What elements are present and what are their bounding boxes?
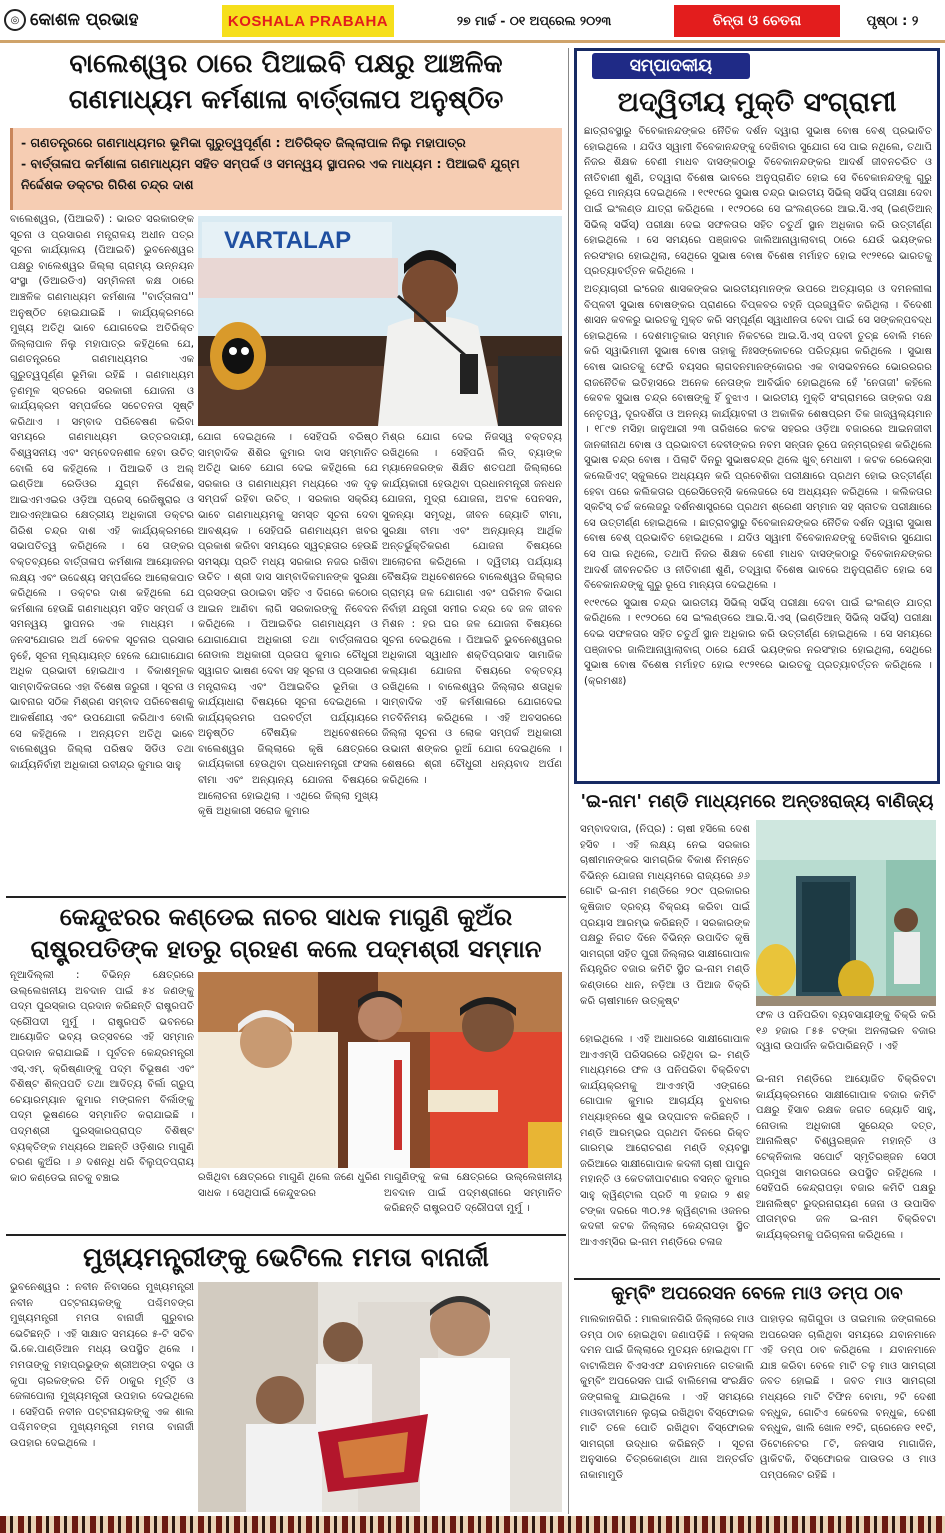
- headline-line: ରାଷ୍ଟ୍ରପତିଙ୍କ ହାତରୁ ଗ୍ରହଣ କଲେ ପଦ୍ମଶ୍ରୀ ସମ୍ମାନ: [30, 934, 542, 963]
- newspaper-logo[interactable]: [4, 4, 218, 36]
- event-photo: [198, 216, 562, 426]
- editorial-tag[interactable]: ସମ୍ପାଦକୀୟ: [592, 53, 750, 79]
- editorial-paragraph: ୧୯୧୯ରେ ସୁଭାଷ ଚନ୍ଦ୍ର ଭାରତୀୟ ସିଭିଲ୍ ସର୍ଭିସ୍ ପରୀକ୍ଷା ଦେବା ପାଇଁ ଇଂଲଣ୍ଡ ଯାତ୍ରା କରିଥିଲେ । ୧୯୨୦ରେ ସେ ଇଂଲଣ୍ଡରେ ଆଇ.ସି.ଏସ୍ (ଇଣ୍ଡିଆନ୍ ସିଭିଲ୍ ସର୍ଭିସ୍) ପରୀକ୍ଷା ଦେଇ ସଫଳତାର ସହିତ ଚତୁର୍ଥ ସ୍ଥାନ ଅଧିକାର କରି ଉତ୍ତୀର୍ଣ୍ଣ ହୋଇଥିଲେ । ସେ ସମୟରେ ପଞ୍ଜାବର ଜାଲିଆନାୱାଲାବାଗ୍ ଠାରେ ଯେଉଁ ଭୟଙ୍କର ନରସଂହାର ହୋଇଥିଲା, ସେଥିରେ ସୁଭାଷ ବୋଷ ବିଶେଷ ମର୍ମାହତ ହୋଇ ୧୯୨୧ରେ ଭାରତକୁ ପ୍ରତ୍ୟାବର୍ତ୍ତନ କରିଥିଲେ । (କ୍ରମଶଃ): [584, 597, 932, 687]
- story-headline[interactable]: [6, 50, 566, 116]
- article-column: ସମ୍ବାଦଦାତା, (ନିପ୍ର) : ଚାଷୀ ହସିଲେ ଦେଶ ହସିବ । ଏହି ଲକ୍ଷ୍ୟ ନେଇ ସରକାର ଚାଷୀମାନଙ୍କର ସାମଗ୍ରିକ ବିକାଶ ନିମନ୍ତେ ବିଭିନ୍ନ ଯୋଜନା ମାଧ୍ୟମରେ ରାଜ୍ୟରେ ୬୬ ଗୋଟି ଇ-ନାମ ମଣ୍ଡିରେ ୨୦୯ ପ୍ରକାରର କୃଷିଜାତ ଦ୍ରବ୍ୟ ବିକ୍ରୟ କରିବା ପାଇଁ ପ୍ରୟାସ ଆରମ୍ଭ କରିଛନ୍ତି । ସରକାରଙ୍କ ପକ୍ଷରୁ ନିଗତ ଦିନେ ବିଭିନ୍ନ ଉପାଦିତ କୃଷି ସାମଗ୍ରୀ ସହିତ ପୁରୀ ଜିଲ୍ଲାର ସାକ୍ଷୀଗୋପାଳ ନିୟନ୍ତ୍ରିତ ବଜାର କମିଟି ସ୍ଥିତ ଇ-ନାମ ମଣ୍ଡି କଣ୍ଡାରେ ଧାନ, ନଡ଼ିଆ ଓ ପିଆଜ ବିକ୍ରି କରି ଚାଷୀମାନେ ଉତ୍କୃଷ୍ଟ: [580, 824, 750, 1007]
- article-column: ଫଳ ଓ ପନିପରିବା ବ୍ୟବସାୟୀଙ୍କୁ ବିକ୍ରି କରି ୧୬ ହଜାର ୮୫୫ ଟଙ୍କା ଅନଲାଇନ ବଜାର ଦ୍ୱାରା ଉପାର୍ଜନ କରିପାରିଛନ୍ତି । ଏହି: [756, 1010, 936, 1053]
- column-divider: [568, 48, 569, 1514]
- article-column: ବାଲେଶ୍ୱର, (ପିଆଇବି) : ଭାରତ ସରକାରଙ୍କ ସୂଚନା ଓ ପ୍ରସାରଣ ମନ୍ତ୍ରାଳୟ ଅଧୀନ ପତ୍ର ସୂଚନା କାର୍ଯ୍ୟାଳୟ (ପିଆଇବି) ଭୁବନେଶ୍ୱର ପକ୍ଷରୁ ବାଲେଶ୍ୱର ଜିଲ୍ଲା ଗ୍ରାମ୍ୟ ଉନ୍ନୟନ ସଂସ୍ଥା (ଡିଆରଡିଏ) ସମ୍ମିଳନୀ କକ୍ଷ ଠାରେ ଆଞ୍ଚଳିକ ଗଣମାଧ୍ୟମ କର୍ମଶାଳା ''ବାର୍ତ୍ତାଳାପ'' ଅନୁଷ୍ଠିତ ହୋଇଯାଇଛି । କାର୍ଯ୍ୟକ୍ରମରେ ମୁଖ୍ୟ ଅତିଥି ଭାବେ ଯୋଗଦେଇ ଅତିରିକ୍ତ ଜିଲ୍ଲାପାଳ ନିଲୁ ମହାପାତ୍ର କହିଥିଲେ ଯେ, ଗଣତନ୍ତ୍ରରେ ଗଣମାଧ୍ୟମର ଏକ ଗୁରୁତ୍ୱପୂର୍ଣ୍ଣ ଭୂମିକା ରହିଛି । ଗଣମାଧ୍ୟମ ତୃଣମୂଳ ସ୍ତରରେ ସରକାରୀ ଯୋଜନା ଓ କାର୍ଯ୍ୟକ୍ରମ ସମ୍ପର୍କରେ ସଚେତନତା ସୃଷ୍ଟି କରିଥାଏ । ସମ୍ବାଦ ପରିବେଷଣ କରିବା ସମୟରେ ଗଣମାଧ୍ୟମ ଉତ୍ତରଦାୟୀ, ବିଶ୍ୱସନୀୟ ଏବଂ ସମ୍ବେଦନଶୀଳ ହେବା ଉଚିତ୍ ବୋଲି ସେ କହିଥିଲେ । ପିଆଇବି ଓ ଅଲ୍ ଇଣ୍ଡିଆ ରେଡିଓର ଯୁଗ୍ମ ନିର୍ଦ୍ଦେଶକ, ଆଇଏମଏଇର ଓଡ଼ିଆ ପ୍ରେସ୍ ରେଜିଷ୍ଟ୍ରାର ଓ ଆରଏନ୍‌ଆଇର କ୍ଷେତ୍ରୀୟ ଅଧିକାରୀ ଡକ୍ଟର ଗିରିଶ ଚନ୍ଦ୍ର ଦାଶ ଏହି କାର୍ଯ୍ୟକ୍ରମରେ ସଭାପତିତ୍ୱ କରିଥିଲେ । ସେ ତାଙ୍କର ବକ୍ତବ୍ୟରେ ବାର୍ତ୍ତାଳାପ କର୍ମଶାଳା ଆୟୋଜନର ଲକ୍ଷ୍ୟ ଏବଂ ଉଦ୍ଦେଶ୍ୟ ସମ୍ପର୍କରେ ଆଲୋକପାତ କରିଥିଲେ । ଡକ୍ଟର ଦାଶ କହିଥିଲେ ଯେ କର୍ମଶାଳା ହେଉଛି ଗଣମାଧ୍ୟମ ସହିତ ସମ୍ପର୍କ ଓ ସମନ୍ୱୟ ସ୍ଥାପନର ଏକ ମାଧ୍ୟମ । ଜନସଂଯୋଗର ଅର୍ଥ କେବଳ ସୂଚନାର ପ୍ରସାର ନୁହେଁ, ସୂଚନା ମୂଲ୍ୟାୟନ୍ତ ହେଲେ ଯୋଗାଯୋଗ ଅଧିକ ପ୍ରଭାବୀ ହୋଇଥାଏ । ବିକାଶମୂଳକ ସାମ୍ବାଦିକତାରେ ଏହା ବିଶେଷ ଜରୁରୀ । ସୂଚନା ଓ ଭାବନାର ସଠିକ ମିଶ୍ରଣ ସମ୍ବାଦ ପରିବେଷଣକୁ ଆକର୍ଷଣୀୟ ଏବଂ ଉପଯୋଗୀ କରିଥାଏ ବୋଲି ସେ କହିଥିଲେ । ଅନ୍ୟତମ ଅତିଥି ଭାବେ ବାଲେଶ୍ୱର ଜିଲ୍ଲା ପରିଷଦ ସିଡିଓ ତଥା କାର୍ଯ୍ୟନିର୍ବାହୀ ଅଧିକାରୀ ରବୀନ୍ଦ୍ର କୁମାର ସାହୁ: [10, 214, 194, 771]
- meeting-photo: [198, 1282, 562, 1512]
- headline-line: କେନ୍ଦୁଝରର କଣ୍ଡେଇ ନାଚର ସାଧକ ମାଗୁଣି କୁଅଁର: [59, 903, 513, 931]
- editorial-paragraph: ଅତ୍ୟାଚାରୀ ଇଂରେଜ ଶାସକଙ୍କର ଭାରତୀୟମାନଙ୍କ ଉପରେ ଅତ୍ୟାଚାର ଓ ଦମନଲୀଳା ବିପ୍ଳବୀ ସୁଭାଷ ବୋଷଙ୍କର ପ୍ରାଣରେ ବିପ୍ଳବର ବହ୍ନି ପ୍ରଜ୍ୱଳିତ କରିଥିଲା । ବିଦେଶୀ ଶାସନ କବଳରୁ ଭାରତକୁ ମୁକ୍ତ କରି ସମ୍ପୂର୍ଣ୍ଣ ସ୍ୱାଧୀନତା ଦେବା ପାଇଁ ସେ ସଙ୍କଳ୍ପବଦ୍ଧ ହୋଇଥିଲେ । ଦେଶମାତୃକାର ସମ୍ମାନ ନିକଟରେ ଆଇ.ସି.ଏସ୍ ପଦବୀ ତୁଚ୍ଛ ବୋଲି ମନେ କରି ସ୍ୱାଭିମାନୀ ସୁଭାଷ ବୋଷ ତାହାକୁ ନିଃସଙ୍କୋଚରେ ପରିତ୍ୟାଗ କରିଥିଲେ । ସୁଭାଷ ବୋଷ ଭାରତକୁ ଫେରି ବୟସର ଲାଗଦନମାନଙ୍କୋରର ଏକ ବାସଭବନରେ ଭୋରରରର ରାଜନୈତିକ ଇତିହାସରେ ଅନେକ ନେତାଙ୍କ ଆବିର୍ଭାବ ହୋଇଥିଲେ ହେଁ 'ନେତାଜୀ' କହିଲେ କେବଳ ସୁଭାଷ ଚନ୍ଦ୍ର ବୋଷଙ୍କୁ ହିଁ ବୁଝାଏ । ଭାରତୀୟ ମୁକ୍ତି ସଂଗ୍ରାମରେ ତାଙ୍କର ଦକ୍ଷ ନେତୃତ୍ୱ, ଦୂରଦର୍ଶିତା ଓ ଅନନ୍ୟ କାର୍ଯ୍ୟାବଳୀ ଓ ଅକାଳିକ ଶେଷପ୍ରମ ତିକ ଜାଜ୍ୱଲ୍ୟମାନ । ୧୮୯୭ ମସିହା ଜାନୁଆରୀ ୨୩ ତାରିଖରେ କଟକ ସହରର ଓଡ଼ିଆ ବଜାରରେ ଆଇନଜୀବୀ ଜାନକୀନାଥ ବୋଷ ଓ ପ୍ରଭାବତୀ ଦେବୀଙ୍କର ନବମ ସନ୍ତାନ ରୂପେ ଜନ୍ମଗ୍ରହଣ କରିଥିଲେ ସୁଭାଷ ଚନ୍ଦ୍ର ବୋଷ । ପିଲାଟି ଦିନରୁ ସୁଭାଷଚନ୍ଦ୍ର ଥିଲେ ଖୁବ୍ ମେଧାବୀ । କଟକ ରେଭେନ୍ସା କଲେଜିଏଟ୍ ସ୍କୁଲରେ ଅଧ୍ୟୟନ କରି ପ୍ରବେଶିକା ପରୀକ୍ଷାରେ ପ୍ରଥମ ହୋଇ ଉତ୍ତୀର୍ଣ୍ଣ ହେବା ପରେ କଲିକତାର ପ୍ରେସିଡେନ୍ସି କଲେଜରେ ସେ ଅଧ୍ୟୟନ କରିଥିଲେ । କଲିକତାର ସ୍କଟିସ୍ ଚର୍ଚ୍ଚ କଲେଜରୁ ଦର୍ଶନଶାସ୍ତ୍ରରେ ପ୍ରଥମ ଶ୍ରେଣୀ ସମ୍ମାନ ସହ ସ୍ନାତକ ପରୀକ୍ଷାରେ ସେ ଉତ୍ତୀର୍ଣ୍ଣ ହୋଇଥିଲେ । ଛାତ୍ରାବସ୍ଥାରୁ ବିବେକାନନ୍ଦଙ୍କର ନୈତିକ ଦର୍ଶନ ଦ୍ୱାରା ସୁଭାଷ ବୋଷ ବେଶ୍ ପ୍ରଭାବିତ ହୋଇଥିଲେ । ଯଦିଓ ସ୍ୱାମୀ ବିବେକାନନ୍ଦଙ୍କୁ ଦେଖିବାର ସୁଯୋଗ ସେ ପାଇ ନଥିଲେ, ତଥାପି ନିଜର ଶିକ୍ଷକ ବେଣୀ ମାଧବ ଦାସଙ୍କଠାରୁ ବିବେକାନନ୍ଦଙ୍କର ଆଦର୍ଶ ଜୀବନଚରିତ ଓ ନୀତିବାଣୀ ଶୁଣି, ତଦ୍ୱାରା ବିଶେଷ ଭାବରେ ଅନୁପ୍ରାଣିତ ହୋଇ ସେ ବିବେକାନନ୍ଦଙ୍କୁ ଗୁରୁ ରୂପେ ମାନ୍ୟତା ଦେଇଥିଲେ ।: [584, 283, 932, 592]
- article-column: ମାଲକାନଗିରି : ମାଲକାନଗିରି ଜିଲ୍ଲାରେ ମାଓ ଡମ୍ପ ଠାବ ହୋଇଥିବା ଜଣାପଡ଼ିଛି । ନକ୍ସଲ ଦମନ ପାଇଁ ଜିଲ୍ଲାରେ ମୁତୟନ ହୋଇଥିବା ୮୮ ବାଟାଲିଅନ ବିଏସଏଫ ଯବାନମାନେ ଗତକାଲି କୁମ୍ବିଂ ଅପରେସନ ପାଇଁ ବାଲିମେଳା ସଂରକ୍ଷିତ ଜଙ୍ଗଲକୁ ଯାଇଥିଲେ । ଏହି ସମୟରେ ମାଓବାଦୀମାନେ ଲୁଚାଇ ରଖିଥିବା ବିସ୍ଫୋରକ ମାଟି ତଳେ ପୋତି ରଖିଥିବା ବିସ୍ଫୋରକ ସାମଗ୍ରୀ ଉଦ୍ଧାର କରିଛନ୍ତି । ସୂଚନା ଅନୁସାରେ ଚିତ୍ରକୋଣ୍ଡା ଥାନା ଅନ୍ତର୍ଗତ ନାକାମାମୁଡି: [580, 1314, 754, 1481]
- article-column: ମିଶ୍ର ଯୋଗ ଦେଇ ନିଜସ୍ୱ ବକ୍ତବ୍ୟ ରଖିଥିଲେ । ସେହିପରି ଲିଡ୍ ବ୍ୟାଙ୍କ ମ୍ୟାନେଜରଙ୍କ ଶିକ୍ଷିତ ଶତପଥୀ ଜିଲ୍ଲାରେ କାର୍ଯ୍ୟକାରୀ ହେଉଥିବା ପ୍ରଧାନମନ୍ତ୍ରୀ ଜନଧନ ଯୋଜନା, ମୁଦ୍ରା ଯୋଜନା, ଅଟଳ ପେନସନ, ସୁକନ୍ୟା ସମୃଦ୍ଧି, ଜୀବନ ଜ୍ୟୋତି ବୀମା, ସୁରକ୍ଷା ବୀମା ଏବଂ ଅନ୍ୟାନ୍ୟ ଆର୍ଥିକ ଅନ୍ତର୍ଭୁକ୍ତିକରଣ ଯୋଜନା ବିଷୟରେ ଆଲୋଚନା କରିଥିଲେ । ଦ୍ୱିତୀୟ ପର୍ଯ୍ୟାୟ ବୈଷୟିକ ଅଧିବେଶନରେ ବାଲେଶ୍ୱର ଜିଲ୍ଲାର ଗ୍ରାମ୍ୟ ଜଳ ଯୋଗାଣ ଏବଂ ପରିମଳ ବିଭାଗ ନିର୍ବାହୀ ଯନ୍ତ୍ରୀ ସମୀର ଚନ୍ଦ୍ର ଦେ ଜଳ ଜୀବନ ମିଶନ : ହର ଘର ଜଳ ଯୋଜନା ବିଷୟରେ ସୂଚନା ଦେଇଥିଲେ । ପିଆଇବି ଭୁବନେଶ୍ୱରର ଅଧିକାରୀ ସ୍ୱାଧୀନ ଶକ୍ତିପ୍ରସାଦ ସାମାଜିକ କଲ୍ୟାଣ ଯୋଜନା ବିଷୟରେ ବକ୍ତବ୍ୟ ରଖିଥିଲେ । ବାଲେଶ୍ୱର ଜିଲ୍ଲାର ଶତାଧିକ ସାମ୍ବାଦିକ ଏହି କର୍ମଶାଳାରେ ଯୋଗଦେଇ ମତବିନିମୟ କରିଥିଲେ । ଏହି ଅବସରରେ ଜିଲ୍ଲା ସୂଚନା ଓ ଲୋକ ସମ୍ପର୍କ ଅଧିକାରୀ ଉଭାନୀ ଶଙ୍କର ରୂଆଁ ଯୋଗ ଦେଇଥିଲେ । ଶେଷରେ ଶ୍ରୀ ଚୌଧୁରୀ ଧନ୍ୟବାଦ ଅର୍ପଣ କରିଥିଲେ ।: [382, 432, 562, 787]
- highlight-point: - ଗଣତନ୍ତ୍ରରେ ଗଣମାଧ୍ୟମର ଭୂମିକା ଗୁରୁତ୍ୱପୂର୍ଣ୍ଣ : ଅତିରିକ୍ତ ଜିଲ୍ଲାପାଳ ନିଲୁ ମହାପାତ୍ର: [21, 135, 466, 150]
- page-number: ପୃଷ୍ଠା : ୨: [866, 13, 919, 29]
- editorial-body: [584, 124, 932, 780]
- vartalap-banner: VARTALAP: [224, 227, 352, 254]
- article-column: ମାଗୁଣିଙ୍କୁ କଳା କ୍ଷେତ୍ରରେ ଉଲ୍ଲେଖନୀୟ ଅବଦାନ ପାଇଁ ପଦ୍ମଶ୍ରୀରେ ସମ୍ମାନିତ କରିଛନ୍ତି ରାଷ୍ଟ୍ରପତି ଦ୍ରୌପଦୀ ମୁର୍ମୁ ।: [384, 1172, 562, 1215]
- section-divider: [6, 896, 566, 898]
- article-column: ରଖିଥିବା କ୍ଷେତ୍ରରେ ମାଗୁଣି ଥିଲେ ଜଣେ ଧୁରିଣ ସାଧକ । ସେଥିପାଇଁ କେନ୍ଦୁଝରର: [198, 1172, 380, 1199]
- story-headline[interactable]: [6, 904, 566, 963]
- article-column: ଭୁବନେଶ୍ୱର : ନବୀନ ନିବାସରେ ମୁଖ୍ୟମନ୍ତ୍ରୀ ନବୀନ ପଟ୍ଟନାୟକଙ୍କୁ ପଶ୍ଚିମବଙ୍ଗ ମୁଖ୍ୟମନ୍ତ୍ରୀ ମମତା ବାନାର୍ଜୀ ଗୁରୁବାର ଭେଟିଛନ୍ତି । ଏହି ସାକ୍ଷାତ ସମୟରେ ୫-ଟି ସଚିବ ଭି.କେ.ପାଣ୍ଡିଆନ ମଧ୍ୟ ଉପସ୍ଥିତ ଥିଲେ । ମମତାଙ୍କୁ ମହାପ୍ରଭୁଙ୍କ ଶ୍ରୀଅଙ୍ଗ ବସ୍ତ୍ର ଓ କୃପା ଚାରକଙ୍କର ତିନି ଠାକୁର ମୂର୍ତ୍ତି ଓ ଜେଳାପୋଲା ମୁଖ୍ୟମନ୍ତ୍ରୀ ଉପହାର ଦେଇଥିଲେ । ସେହିପରି ନବୀନ ପଟ୍ଟନାୟକଙ୍କୁ ଏକ ଶାଲ ପଶ୍ଚିମବଙ୍ଗ ମୁଖ୍ୟମନ୍ତ୍ରୀ ମମତା ବାନାର୍ଜୀ ଉପହାର ଦେଇଥିଲେ ।: [10, 1282, 194, 1449]
- editorial-title[interactable]: ଅଦ୍ୱିତୀୟ ମୁକ୍ତି ସଂଗ୍ରାମୀ: [617, 87, 897, 118]
- story-headline[interactable]: କୁମ୍ବିଂ ଅପରେସନ ବେଳେ ମାଓ ଡମ୍ପ ଠାବ: [611, 1283, 903, 1304]
- highlight-point: - ବାର୍ତ୍ତାଳାପ କର୍ମଶାଳା ଗଣମାଧ୍ୟମ ସହିତ ସମ୍ପର୍କ ଓ ସମନ୍ୱୟ ସ୍ଥାପନର ଏକ ମାଧ୍ୟମ : ପିଆଇବି ଯୁଗ୍ମ ନିର୍ଦ୍ଦେଶକ ଡକ୍ଟର ଗିରିଶ ଚନ୍ଦ୍ର ଦାଶ: [21, 156, 520, 192]
- english-title: KOSHALA PRABAHA: [222, 5, 394, 37]
- logo-emblem-icon: ◎: [4, 9, 26, 31]
- article-column: ହୋଇଥିଲେ । ଏହି ଆଧାରରେ ସାକ୍ଷୀଗୋପାଳ ଆଏଏମ୍‌ସି ପରିସରରେ ରହିଥିବା ଇ- ମଣ୍ଡି ମାଧ୍ୟମରେ ଫଳ ଓ ପନିପରିବା ବିକ୍ରିବଟା କାର୍ଯ୍ୟକ୍ରମକୁ ଆଏଏମ୍‌ସି ଏଙ୍ଗରେ ଗୋପାଳ କୁମାର ଆଚାର୍ଯ୍ୟ ବୁଧବାର ମଧ୍ୟାହ୍ନରେ ଶୁଭ ଉଦ୍‌ଘାଟନ କରିଛନ୍ତି । ମଣ୍ଡି ଆରମ୍ଭର ପ୍ରଥମ ଦିନରେ ରିକ୍ତ ଗାରମ୍ଭ ଆରୋଚରାଣ ମଣ୍ଡି ବ୍ୟବସ୍ଥା ଜରିଆରେ ସାକ୍ଷୀଗୋପାଳ କଦଳୀ ଚାଷୀ ପାପୁନ ମହାନ୍ତି ଓ କେତକୀପାଟଣାର ବସନ୍ତ କୁମାର ସାହୁ କ୍ୱିଣ୍ଟାଲ ପ୍ରତି ୩ ହଜାର ୨ ଶହ ଟଙ୍କା ଦରରେ ୩୦.୨୫ କ୍ୱିଣ୍ଟାଲ ଓଜନର କଦଳୀ କଟକ ଜିଲ୍ଲାର କେନ୍ଦ୍ରାପଡ଼ା ସ୍ଥିତ ଆଏଏମ୍‌ସିର ଇ-ନାମ ମଣ୍ଡିରେ ଚଳାଜ: [580, 1034, 750, 1248]
- section-label: ଚିନ୍ତା ଓ ଚେତନା: [674, 5, 840, 37]
- market-photo: [756, 820, 936, 1006]
- story-highlights: [10, 128, 562, 210]
- award-photo: [198, 972, 562, 1168]
- story-headline[interactable]: 'ଇ-ନାମ' ମଣ୍ଡି ମାଧ୍ୟମରେ ଅନ୍ତଃରାଜ୍ୟ ବାଣିଜ୍ୟ: [580, 791, 934, 812]
- decorative-footer-border: [0, 1516, 945, 1533]
- section-divider: [574, 1278, 940, 1280]
- masthead: [0, 0, 945, 42]
- article-column: ଇ-ନାମ ମଣ୍ଡିରେ ଆୟୋଜିତ ବିକ୍ରିବଟା କାର୍ଯ୍ୟକ୍ରମରେ ସାକ୍ଷୀଗୋପାଳ ବଜାର କମିଟି ପକ୍ଷରୁ ହିସାବ ରକ୍ଷକ ଜଗତ ଜ୍ୟୋତି ସାହୁ, ନୋଡାଲ ଅଧିକାରୀ ସୁରେନ୍ଦ୍ର ଦତ୍ତ, ଆନାଲିଷ୍ଟ ବିଶ୍ୱରଞ୍ଜନ ମହାନ୍ତି ଓ ଟେକ୍ନିକାଲ ସପୋର୍ଟ ସ୍ମୃତିରଞ୍ଜନ ସେଠୀ ପ୍ରମୁଖ ସାମରତାରେ ଉପସ୍ଥିତ ରହିଥିଲେ । ସେହିପରି କେନ୍ଦ୍ରାପଡ଼ା ବଜାର କମିଟି ପକ୍ଷରୁ ଆନାଲିଷ୍ଟ ରୁଦ୍ରନାରାୟଣ ଜେନା ଓ ଉପାସିବ ପୀତାମ୍ବର ଜଳ ଇ-ନାମ ବିକ୍ରିବଟା କାର୍ଯ୍ୟକ୍ରମକୁ ପରିଚାଳନା କରିଥିଲେ ।: [756, 1074, 936, 1241]
- article-column: ପାହାଡ଼ର ଲାଗିଗୁଡା ଓ ତାଇମାଲ ଜଙ୍ଗଲରେ ଅପରେସନ ଚାଲିଥିବା ସମୟରେ ଯବାନମାନେ ଏହି ଡମ୍ପ ଠାବ କରିଥିଲେ । ଯବାନମାନେ ଯାଞ୍ଚ କରିବା ବେଳେ ମାଟି ତଳୁ ମାଓ ସାମଗ୍ରୀ ଜବତ ହୋଇଛି । ଜବତ ମାଓ ସାମଗ୍ରୀ ମଧ୍ୟରେ ମାଟି ଟିଫିନ ବୋମା, ୨ଟି ଦେଶୀ ବନ୍ଧୁକ, ଗୋଟିଏ କେବେଲ ବନ୍ଧୁକ, ଦେଶୀ ବନ୍ଧୁକ, ଖାଲି ଖୋଳ ୧୨ଟି, ଗ୍ରେନେଡ ୧୧ଟି, ଡିଟୋନେଟର ୮ଟି, ଜନସାସ ମାଗାଜିନ, ୱାକିଟକି, ବିସ୍ଫୋରକ ପାଉଡର ଓ ମାଓ ପମ୍ପଲେଟ ରହିଛି ।: [760, 1314, 936, 1481]
- masthead-divider: [0, 40, 945, 43]
- issue-date: ୨୭ ମାର୍ଚ୍ଚ - ୦୧ ଅପ୍ରେଲ ୨୦୨୩: [456, 13, 612, 28]
- headline-line: ଗଣମାଧ୍ୟମ କର୍ମଶାଳା ବାର୍ତ୍ତାଳାପ ଅନୁଷ୍ଠିତ: [68, 84, 504, 115]
- logo-text: କୋଶଳ ପ୍ରଭାହ: [30, 10, 139, 30]
- story-headline[interactable]: ମୁଖ୍ୟମନ୍ତ୍ରୀଙ୍କୁ ଭେଟିଲେ ମମତା ବାନାର୍ଜୀ: [83, 1243, 489, 1273]
- section-divider: [6, 1234, 566, 1236]
- editorial-paragraph: ଛାତ୍ରାବସ୍ଥାରୁ ବିବେକାନନ୍ଦଙ୍କର ନୈତିକ ଦର୍ଶନ ଦ୍ୱାରା ସୁଭାଷ ବୋଷ ବେଶ୍ ପ୍ରଭାବିତ ହୋଇଥିଲେ । ଯଦିଓ ସ୍ୱାମୀ ବିବେକାନନ୍ଦଙ୍କୁ ଦେଖିବାର ସୁଯୋଗ ସେ ପାଇ ନଥିଲେ, ତଥାପି ନିଜର ଶିକ୍ଷକ ବେଣୀ ମାଧବ ଦାସଙ୍କଠାରୁ ବିବେକାନନ୍ଦଙ୍କର ଆଦର୍ଶ ଜୀବନଚରିତ ଓ ନୀତିବାଣୀ ଶୁଣି, ତଦ୍ୱାରା ବିଶେଷ ଭାବରେ ଅନୁପ୍ରାଣିତ ହୋଇ ସେ ବିବେକାନନ୍ଦଙ୍କୁ ଗୁରୁ ରୂପେ ମାନ୍ୟତା ଦେଇଥିଲେ । ୧୯୧୯ରେ ସୁଭାଷ ଚନ୍ଦ୍ର ଭାରତୀୟ ସିଭିଲ୍ ସର୍ଭିସ୍ ପରୀକ୍ଷା ଦେବା ପାଇଁ ଇଂଲଣ୍ଡ ଯାତ୍ରା କରିଥିଲେ । ୧୯୨୦ରେ ସେ ଇଂଲଣ୍ଡରେ ଆଇ.ସି.ଏସ୍ (ଇଣ୍ଡିଆନ୍ ସିଭିଲ୍ ସର୍ଭିସ୍) ପରୀକ୍ଷା ଦେଇ ସଫଳତାର ସହିତ ଚତୁର୍ଥ ସ୍ଥାନ ଅଧିକାର କରି ଉତ୍ତୀର୍ଣ୍ଣ ହୋଇଥିଲେ । ସେ ସମୟରେ ପଞ୍ଜାବର ଜାଲିଆନାୱାଲାବାଗ୍ ଠାରେ ଯେଉଁ ଭୟଙ୍କର ନରସଂହାର ହୋଇଥିଲା, ସେଥିରେ ସୁଭାଷ ବୋଷ ବିଶେଷ ମର୍ମାହତ ହୋଇ ୧୯୨୧ରେ ଭାରତକୁ ପ୍ରତ୍ୟାବର୍ତ୍ତନ କରିଥିଲେ ।: [584, 126, 932, 278]
- article-column: ନୂଆଦିଲ୍ଲୀ : ବିଭିନ୍ନ କ୍ଷେତ୍ରରେ ଉଲ୍ଲେଖନୀୟ ଅବଦାନ ପାଇଁ ୫୪ ଜଣଙ୍କୁ ପଦ୍ମ ପୁରସ୍କାର ପ୍ରଦାନ କରିଛନ୍ତି ରାଷ୍ଟ୍ରପତି ଦ୍ରୌପଦୀ ମୁର୍ମୁ । ରାଷ୍ଟ୍ରପତି ଭବନରେ ଆୟୋଜିତ ଭବ୍ୟ ଉତ୍ସବରେ ଏହି ସମ୍ମାନ ପ୍ରଦାନ କରାଯାଇଛି । ପୂର୍ବତନ କେନ୍ଦ୍ରମନ୍ତ୍ରୀ ଏସ୍.ଏମ୍. କ୍ରିଷ୍ଣାଙ୍କୁ ପଦ୍ମ ବିଭୂଷଣ ଏବଂ ବିଶିଷ୍ଟ ଶିଳ୍ପପତି ତଥା ଆଦିତ୍ୟ ବିର୍ଲା ଗ୍ରୁପ୍ ଚେୟାରମ୍ୟାନ କୁମାର ମଙ୍ଗଳମ ବିର୍ଲାଙ୍କୁ ପଦ୍ମ ଭୂଷଣରେ ସମ୍ମାନିତ କରାଯାଇଛି । ପଦ୍ମଶ୍ରୀ ପୁରସ୍କାରପ୍ରାପ୍ତ ବିଶିଷ୍ଟ ବ୍ୟକ୍ତିଙ୍କ ମଧ୍ୟରେ ଅଛନ୍ତି ଓଡ଼ିଶାର ମାଗୁଣି ଚରଣ କୁଅଁର । ୬ ଦଶନ୍ଧି ଧରି ବିଲୁପ୍ତପ୍ରାୟ କାଠ କଣ୍ଡେଇ ନାଚକୁ ବଞ୍ଚାଇ: [10, 970, 194, 1184]
- article-column: ଯୋଗ ଦେଇଥିଲେ । ସେହିପରି ବରିଷ୍ଠ ସାମ୍ବାଦିକ ଶିଶିର କୁମାର ଦାସ ସମ୍ମାନିତ ଅତିଥି ଭାବେ ଯୋଗ ଦେଇ କହିଥିଲେ ଯେ ସରକାର ଓ ଗଣମାଧ୍ୟମ ମଧ୍ୟରେ ଏକ ଦୃଢ଼ ସମ୍ପର୍କ ରହିବା ଉଚିତ୍ । ସରକାର ସକ୍ରିୟ ଭାବେ ଗଣମାଧ୍ୟମକୁ ସମସ୍ତ ସୂଚନା ଦେବା ଆବଶ୍ୟକ । ସେହିପରି ଗଣମାଧ୍ୟମ ଖବର ପ୍ରକାଶ କରିବା ସମୟରେ ସ୍ୱଚ୍ଛତାର ହେଉଛି ସମସ୍ୟା ପ୍ରତି ମଧ୍ୟ ସରକାର ନଜର ରଖିବା ଉଚିତ । ଶ୍ରୀ ଦାସ ସାମ୍ବାଦିକମାନଙ୍କ ସୁରକ୍ଷା ପ୍ରସଙ୍ଗ ଉଠାଇବା ସହିତ ଏ ଦିଗରେ କଠୋର ଆଇନ ଆଣିବା ଲାଗି ସରକାରଙ୍କୁ ନିବେଦନ କରିଥିଲେ । ପିଆଇବିର ଗଣମାଧ୍ୟମ ଓ ଯୋଗାଯୋଗ ଅଧିକାରୀ ତଥା ବାର୍ତ୍ତାଳାପର ନୋଡାଲ ଅଧିକାରୀ ପ୍ରତାପ କୁମାର ଚୌଧୁରୀ ସ୍ୱାଗତ ଭାଷଣ ଦେବା ସହ ସୂଚନା ଓ ପ୍ରସାରଣ ମନ୍ତ୍ରାଳୟ ଏବଂ ପିଆଇବିର ଭୂମିକା ଓ କାର୍ଯ୍ୟାଧାରା ବିଷୟରେ ସୂଚନା ଦେଇଥିଲେ । କାର୍ଯ୍ୟକ୍ରମର ପରବର୍ତ୍ତୀ ପର୍ଯ୍ୟାୟରେ ଅନୁଷ୍ଠିତ ବୈଷୟିକ ଅଧିବେଶନରେ ବାଲେଶ୍ୱର ଜିଲ୍ଲାରେ କୃଷି କ୍ଷେତ୍ରରେ କାର୍ଯ୍ୟକାରୀ ହେଉଥିବା ପ୍ରଧାନମନ୍ତ୍ରୀ ଫସଲ ବୀମା ଏବଂ ଅନ୍ୟାନ୍ୟ ଯୋଜନା ବିଷୟରେ ଆଲୋଚନା ହୋଇଥିଲା । ଏଥିରେ ଜିଲ୍ଲା ମୁଖ୍ୟ କୃଷି ଅଧିକାରୀ ସରୋଜ କୁମାର: [198, 432, 378, 818]
- headline-line: ବାଲେଶ୍ୱର ଠାରେ ପିଆଇବି ପକ୍ଷରୁ ଆଞ୍ଚଳିକ: [69, 49, 503, 79]
